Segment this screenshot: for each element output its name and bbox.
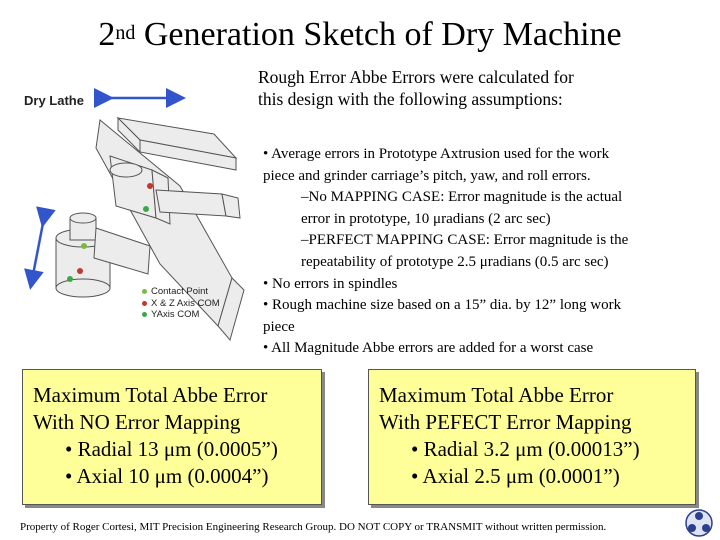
bullet-line: • Rough machine size based on a 15” dia. by 12” long work: [263, 297, 622, 314]
bullet-line: piece and grinder carriage’s pitch, yaw, and roll errors.: [263, 167, 591, 184]
title-prefix: 2: [98, 16, 116, 53]
xz-com-marker: [142, 301, 147, 306]
box-line: • Axial 2.5 μm (0.0001”): [411, 464, 620, 488]
box-line: • Radial 3.2 μm (0.00013”): [411, 437, 640, 461]
bullet-line: • Average errors in Prototype Axtrusion used for the work: [263, 146, 610, 162]
legend-item: [142, 298, 220, 310]
assumptions-list: [263, 144, 705, 360]
figure-legend: [142, 286, 220, 321]
legend-label: X & Z Axis COM: [151, 297, 220, 309]
sub-bullet-line: error in prototype, 10 μradians (2 arc sec): [301, 210, 551, 227]
slide-title: [0, 14, 720, 56]
y-com-marker: [142, 312, 147, 317]
no-mapping-summary-box: [22, 369, 322, 505]
title-superscript: nd: [115, 22, 136, 44]
legend-label: Contact Point: [151, 286, 209, 297]
grinder-arm: [156, 190, 226, 216]
bullet-line: • All Magnitude Abbe errors are added for a worst case: [263, 340, 594, 357]
sub-bullet-line: –No MAPPING CASE: Error magnitude is the actual: [301, 189, 623, 206]
bullet-line: • No errors in spindles: [263, 275, 398, 292]
intro-line: this design with the following assumptions:: [258, 89, 563, 109]
legend-item: [142, 309, 220, 321]
box-line: • Axial 10 μm (0.0004”): [65, 464, 269, 488]
legend-label: YAxis COM: [151, 309, 200, 320]
sub-bullet-line: repeatability of prototype 2.5 μradians (0.5 arc sec): [301, 253, 609, 270]
bullet-line: piece: [263, 318, 295, 335]
intro-line: Rough Error Abbe Errors were calculated for: [258, 67, 574, 87]
lab-logo-icon: [682, 508, 716, 538]
copyright-footer: Property of Roger Cortesi, MIT Precision Engineering Research Group. DO NOT COPY or TRANSMIT without written permission.: [20, 521, 607, 533]
figure-label: Dry Lathe: [24, 93, 84, 108]
contact-point-marker: [142, 289, 147, 294]
y-axis-arrow: [32, 218, 44, 280]
title-text: Generation Sketch of Dry Machine: [135, 16, 622, 53]
legend-item: [142, 286, 220, 298]
sub-bullet-line: –PERFECT MAPPING CASE: Error magnitude is the: [301, 232, 629, 249]
dry-lathe-sketch: [0, 78, 252, 368]
box-line: Maximum Total Abbe Error: [33, 383, 268, 407]
box-line: Maximum Total Abbe Error: [379, 383, 614, 407]
box-line: • Radial 13 μm (0.0005”): [65, 437, 278, 461]
box-line: With PEFECT Error Mapping: [379, 410, 632, 434]
perfect-mapping-summary-box: [368, 369, 696, 505]
intro-text: [258, 66, 698, 110]
box-line: With NO Error Mapping: [33, 410, 241, 434]
